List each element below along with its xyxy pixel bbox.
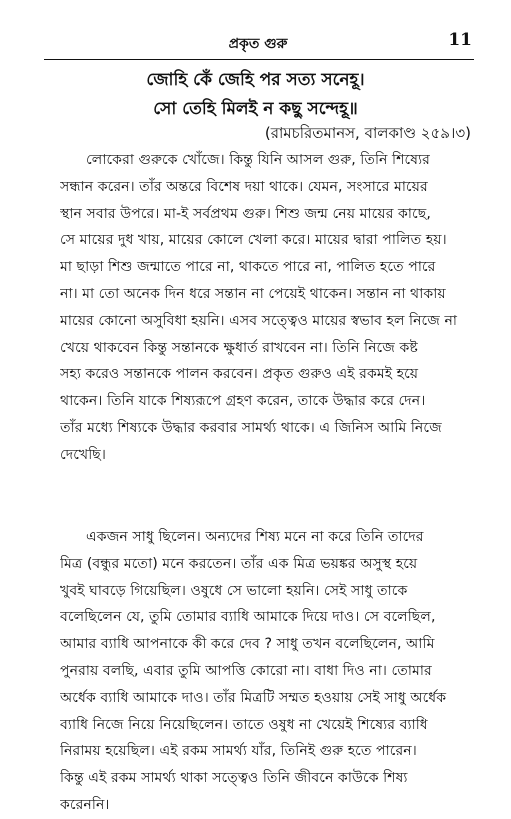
text-line: পুনরায় বলছি, এবার তুমি আপত্তি কোরো না। বাধা দিও না। তোমার [60,662,432,679]
text-line: করেননি। [60,796,110,813]
verse-line-1: জোহি কেঁ জেহি পর সত্য সনেহূ। [146,70,365,90]
verse-citation: (রামচরিতমানস, বালকাণ্ড ২৫৯।৩) [264,124,471,142]
text-line: থাকেন। তিনি যাকে শিষ্যরূপে গ্রহণ করেন, তাকে উদ্ধার করে দেন। [60,393,426,410]
text-line: খেয়ে থাকবেন কিন্তু সন্তানকে ক্ষুধার্ত রাখবেন না। তিনি নিজে কষ্ট [60,339,418,356]
header-rule [44,59,474,60]
paragraph-1 [60,147,480,469]
text-line: মিত্র (বন্ধুর মতো) মনে করতেন। তাঁর এক মিত্র ভয়ঙ্কর অসুস্থ হয়ে [60,555,418,572]
verse-line-2: সো তেহি মিলই ন কছু সন্দেহূ॥ [153,99,358,119]
text-line: স্থান সবার উপরে। মা-ই সর্বপ্রথম গুরু। শিশু জন্ম নেয় মায়ের কাছে, [60,205,431,222]
text-line: একজন সাধু ছিলেন। অন্যদের শিষ্য মনে না করে তিনি তাদের [86,529,424,545]
page-number: 11 [448,30,472,50]
text-line: কিন্তু এই রকম সামর্থ্য থাকা সত্ত্বেও তিনি জীবনে কাউকে শিষ্য [60,770,408,787]
text-line: নিরাময় হয়েছিল। এই রকম সামর্থ্য যাঁর, তিনিই গুরু হতে পারেন। [60,743,417,760]
text-line: খুবই ঘাবড়ে গিয়েছিল। ওষুধে সে ভালো হয়নি। সেই সাধু তাকে [60,582,408,599]
text-line: তাঁর মধ্যে শিষ্যকে উদ্ধার করবার সামর্থ্য থাকে। এ জিনিস আমি নিজে [60,419,442,436]
text-line: সন্ধান করেন। তাঁর অন্তরে বিশেষ দয়া থাকে। যেমন, সংসারে মায়ের [60,178,428,195]
text-line: বলেছিলেন যে, তুমি তোমার ব্যাধি আমাকে দিয়ে দাও। সে বলেছিল, [60,609,436,626]
text-line: সে মায়ের দুধ খায়, মায়ের কোলে খেলা করে। মায়ের দ্বারা পালিত হয়। [60,232,447,249]
text-line: লোকেরা গুরুকে খোঁজে। কিন্তু যিনি আসল গুরু, তিনি শিষ্যের [86,152,430,168]
running-title: প্রকৃত গুরু [228,36,288,52]
text-line: মা ছাড়া শিশু জন্মাতে পারে না, থাকতে পারে না, পালিত হতে পারে [60,259,436,276]
text-line: মায়ের কোনো অসুবিধা হয়নি। এসব সত্ত্বেও মায়ের স্বভাব হল নিজে না [60,312,458,329]
page-header [44,30,472,56]
text-line: আমার ব্যাধি আপনাকে কী করে দেব ? সাধু তখন বলেছিলেন, আমি [60,636,435,653]
paragraph-2 [60,524,480,819]
text-line: সহ্য করেও সন্তানকে পালন করবেন। প্রকৃত গুরুও এই রকমই হয়ে [60,366,419,383]
text-line: ব্যাধি নিজে নিয়ে নিয়েছিলেন। তাতে ওষুধ না খেয়েই শিষ্যের ব্যাধি [60,716,428,733]
text-line: অর্ধেক ব্যাধি আমাকে দাও। তাঁর মিত্রটি সম্মত হওয়ায় সেই সাধু অর্ধেক [60,689,447,706]
text-line: না। মা তো অনেক দিন ধরে সন্তান না পেয়েই থাকেন। সন্তান না থাকায় [60,285,446,302]
text-line: দেখেছি। [60,446,106,463]
